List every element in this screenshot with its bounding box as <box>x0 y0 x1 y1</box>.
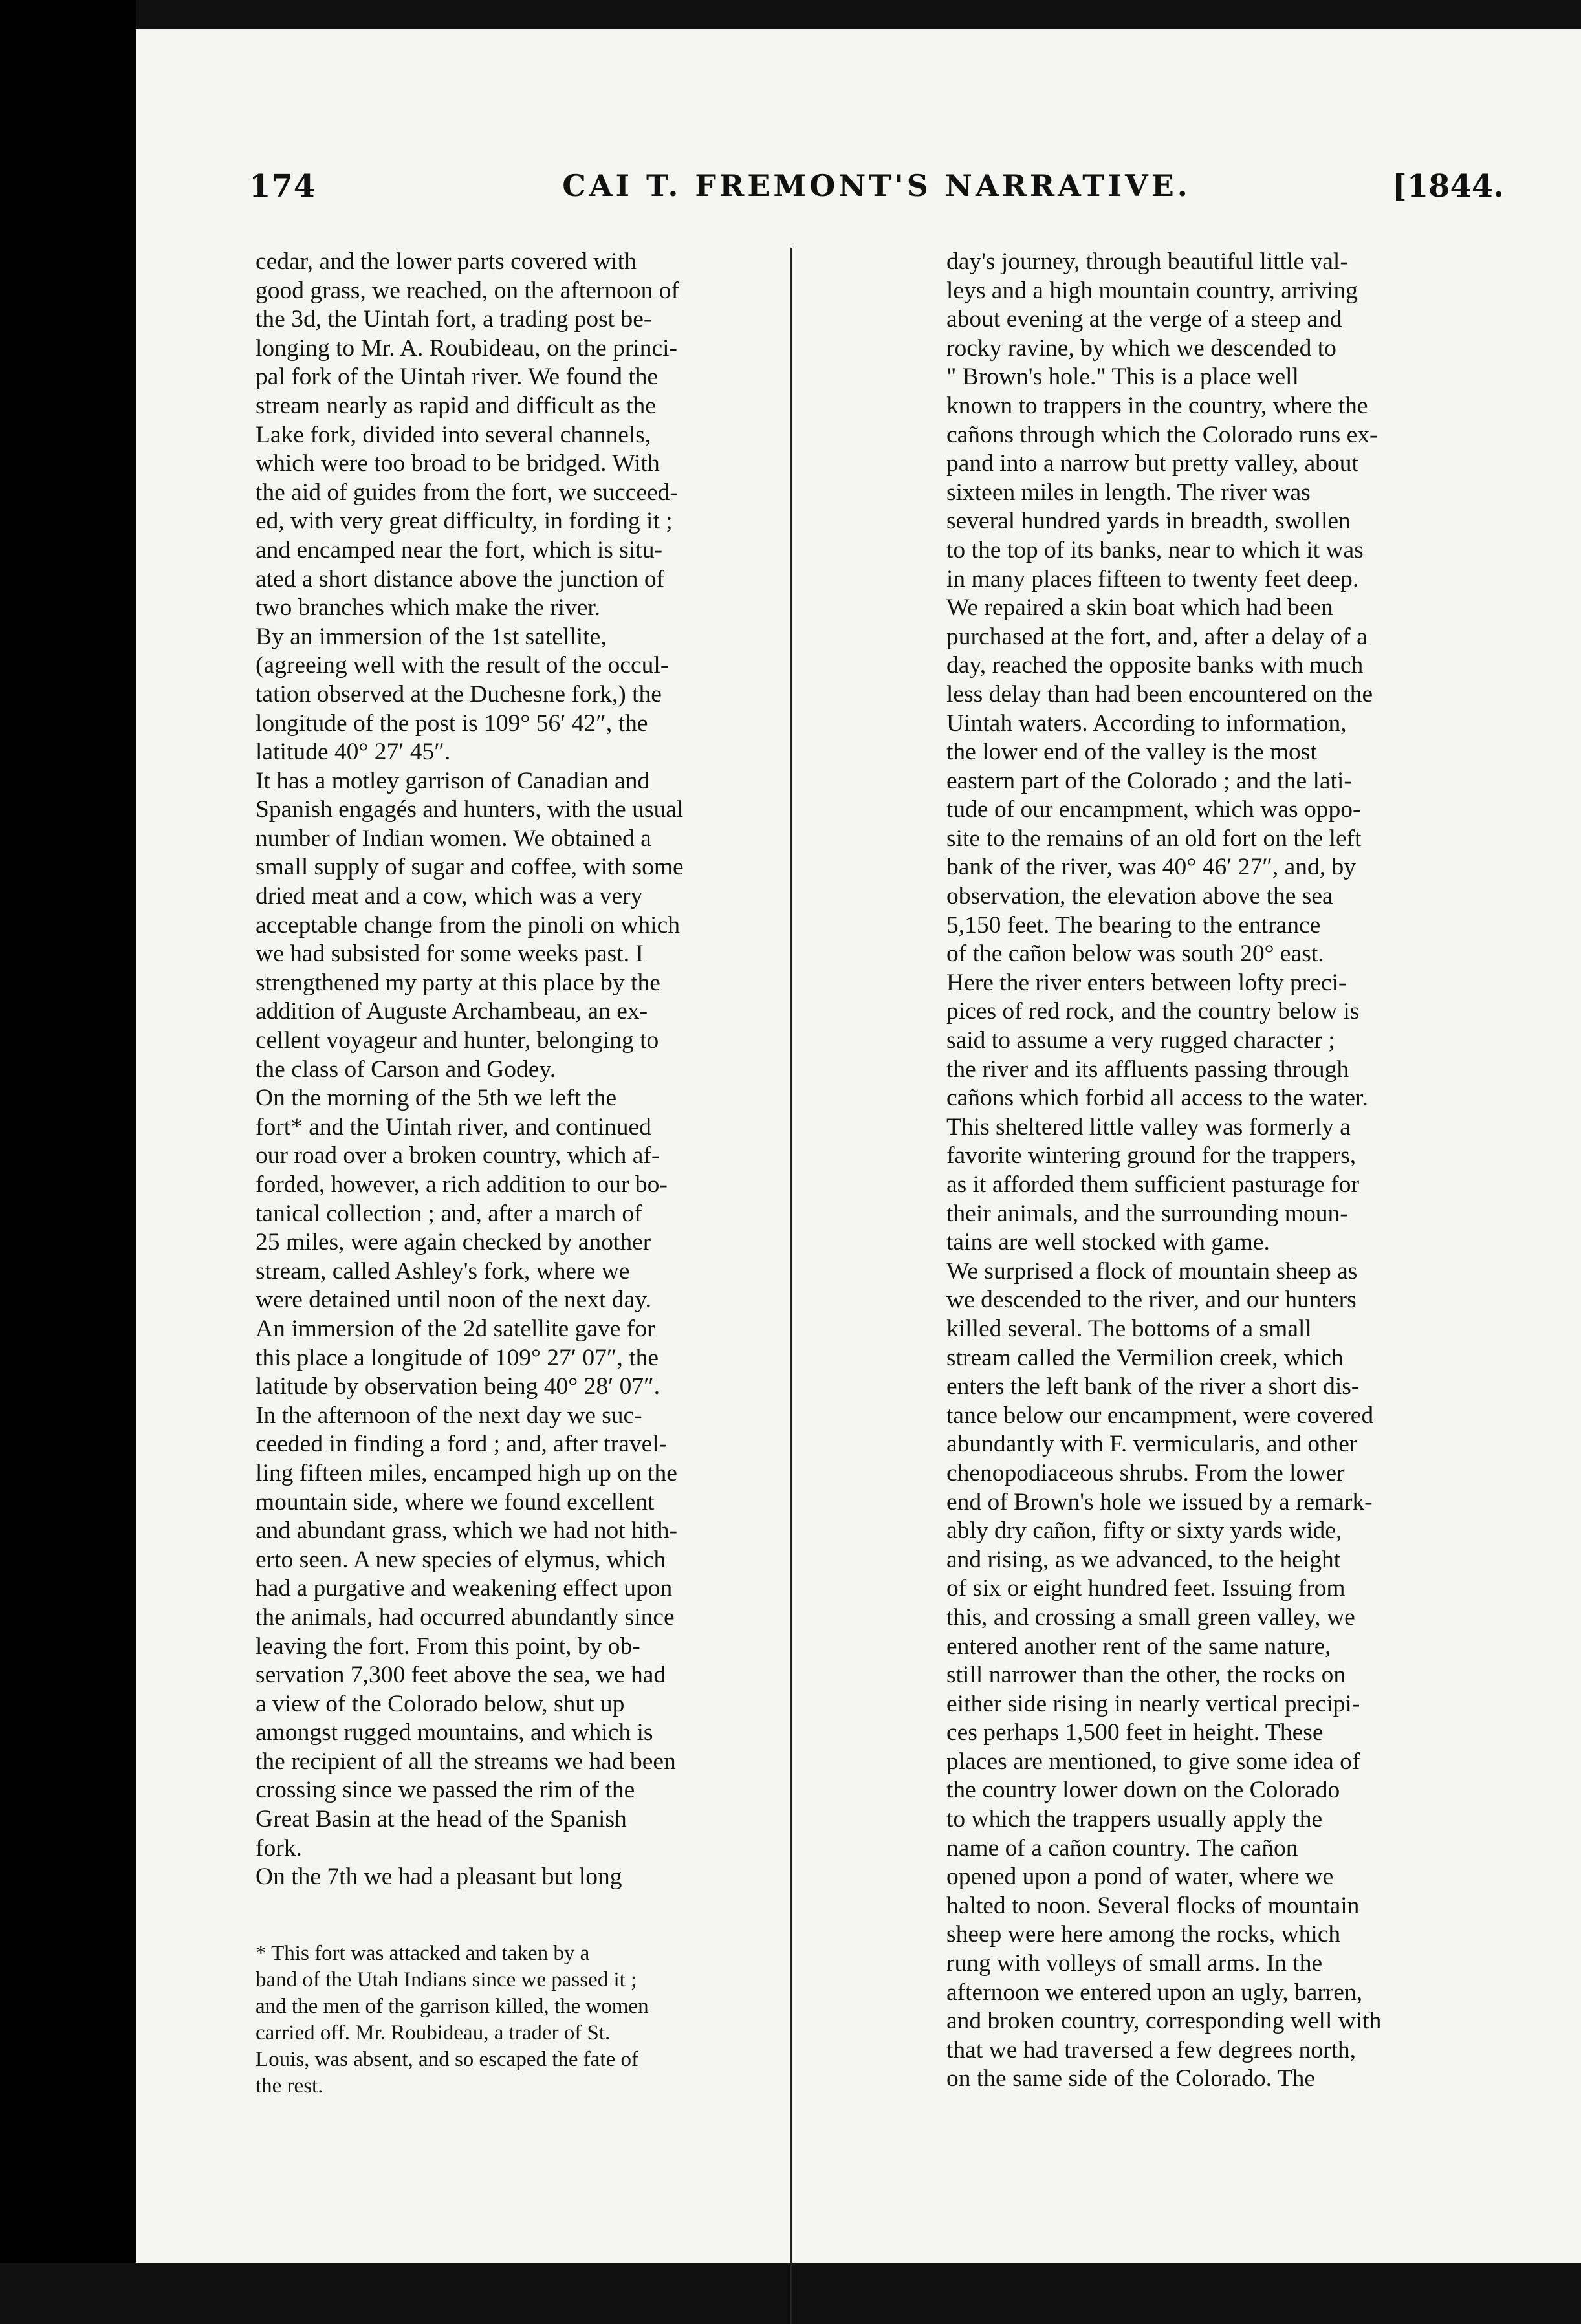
text-line: longing to Mr. A. Roubideau, on the princi- <box>256 334 678 362</box>
text-line: carried off. Mr. Roubideau, a trader of St. <box>256 2021 611 2045</box>
text-line: halted to noon. Several flocks of mountain <box>946 1892 1360 1919</box>
right-column <box>946 248 1581 2094</box>
text-line: our road over a broken country, which af- <box>256 1142 660 1169</box>
text-line: favorite wintering ground for the trappers, <box>946 1142 1357 1169</box>
text-line: cañons through which the Colorado runs ex- <box>946 421 1378 448</box>
text-line: less delay than had been encountered on the <box>946 680 1373 708</box>
scan-border <box>0 0 136 2263</box>
text-line: latitude by observation being 40° 28′ 07″. <box>256 1373 660 1400</box>
text-line: amongst rugged mountains, and which is <box>256 1719 653 1746</box>
text-line: day's journey, through beautiful little val- <box>946 248 1348 275</box>
text-line: pand into a narrow but pretty valley, about <box>946 450 1358 477</box>
text-line: number of Indian women. We obtained a <box>256 825 651 852</box>
text-line: as it afforded them sufficient pasturage for <box>946 1171 1359 1198</box>
text-line: acceptable change from the pinoli on which <box>256 911 680 939</box>
text-line: sheep were here among the rocks, which <box>946 1921 1341 1948</box>
text-line: known to trappers in the country, where the <box>946 392 1368 419</box>
text-line: good grass, we reached, on the afternoon of <box>256 277 679 304</box>
text-line: mountain side, where we found excellent <box>256 1488 655 1515</box>
text-line: strengthened my party at this place by the <box>256 969 660 996</box>
text-line: opened upon a pond of water, where we <box>946 1863 1334 1891</box>
text-line: on the same side of the Colorado. The <box>946 2065 1316 2092</box>
text-line: crossing since we passed the rim of the <box>256 1777 635 1804</box>
footnote <box>256 1940 902 2100</box>
text-line: in many places fifteen to twenty feet deep. <box>946 565 1359 592</box>
text-line: leaving the fort. From this point, by ob- <box>256 1633 640 1660</box>
text-line: stream called the Vermilion creek, which <box>946 1344 1344 1371</box>
text-line: stream nearly as rapid and difficult as the <box>256 392 656 419</box>
text-line: enters the left bank of the river a short dis- <box>946 1373 1360 1400</box>
text-line: entered another rent of the same nature, <box>946 1633 1331 1660</box>
text-line: we had subsisted for some weeks past. I <box>256 940 644 968</box>
text-line: of six or eight hundred feet. Issuing from <box>946 1575 1346 1602</box>
text-line: tanical collection ; and, after a march of <box>256 1200 642 1227</box>
text-line: ed, with very great difficulty, in fording it ; <box>256 508 673 535</box>
text-line: their animals, and the surrounding moun- <box>946 1200 1348 1227</box>
text-line: we descended to the river, and our hunters <box>946 1287 1357 1314</box>
text-line: stream, called Ashley's fork, where we <box>256 1257 630 1285</box>
text-line: Uintah waters. According to information, <box>946 710 1347 737</box>
text-line: tude of our encampment, which was oppo- <box>946 796 1361 823</box>
text-line: purchased at the fort, and, after a delay of a <box>946 623 1368 650</box>
header-year: [1844. <box>1391 168 1504 204</box>
text-line: of the cañon below was south 20° east. <box>946 940 1324 968</box>
text-line: band of the Utah Indians since we passed it ; <box>256 1968 637 1992</box>
text-line: to the top of its banks, near to which it was <box>946 536 1364 563</box>
text-line: the lower end of the valley is the most <box>946 739 1317 766</box>
text-line: On the morning of the 5th we left the <box>256 1085 617 1112</box>
text-line: the animals, had occurred abundantly since <box>256 1603 675 1631</box>
text-line: the country lower down on the Colorado <box>946 1777 1340 1804</box>
text-line: abundantly with F. vermicularis, and other <box>946 1431 1358 1458</box>
text-line: which were too broad to be bridged. With <box>256 450 660 477</box>
text-line: and abundant grass, which we had not hith- <box>256 1517 677 1545</box>
text-line: forded, however, a rich addition to our bo- <box>256 1171 668 1198</box>
text-line: " Brown's hole." This is a place well <box>946 364 1299 391</box>
page-number: 174 <box>249 168 316 204</box>
text-line: rocky ravine, by which we descended to <box>946 334 1336 362</box>
text-line: tation observed at the Duchesne fork,) the <box>256 680 662 708</box>
text-line: On the 7th we had a pleasant but long <box>256 1863 622 1891</box>
text-line: two branches which make the river. <box>256 594 601 622</box>
text-line: pal fork of the Uintah river. We found the <box>256 364 659 391</box>
text-line: several hundred yards in breadth, swollen <box>946 508 1351 535</box>
text-line: and the men of the garrison killed, the women <box>256 1995 649 2018</box>
text-line: site to the remains of an old fort on the left <box>946 825 1362 852</box>
text-line: had a purgative and weakening effect upon <box>256 1575 673 1602</box>
text-line: a view of the Colorado below, shut up <box>256 1690 625 1717</box>
text-line: erto seen. A new species of elymus, which <box>256 1546 666 1573</box>
text-line: tance below our encampment, were covered <box>946 1402 1374 1429</box>
text-line: An immersion of the 2d satellite gave for <box>256 1315 655 1342</box>
text-line: chenopodiaceous shrubs. From the lower <box>946 1459 1345 1486</box>
text-line: end of Brown's hole we issued by a remark- <box>946 1488 1373 1515</box>
running-title: CAI T. FREMONT'S NARRATIVE. <box>562 168 1191 203</box>
text-line: bank of the river, was 40° 46′ 27″, and, by <box>946 854 1357 881</box>
text-line: observation, the elevation above the sea <box>946 883 1333 910</box>
text-line: ated a short distance above the junction of <box>256 565 665 592</box>
text-line: the recipient of all the streams we had been <box>256 1748 676 1775</box>
text-line: Spanish engagés and hunters, with the usual <box>256 796 684 823</box>
text-line: cañons which forbid all access to the water. <box>946 1085 1368 1112</box>
text-line: small supply of sugar and coffee, with some <box>256 854 684 881</box>
text-line: ably dry cañon, fifty or sixty yards wide, <box>946 1517 1342 1545</box>
text-line: ces perhaps 1,500 feet in height. These <box>946 1719 1324 1746</box>
text-line: 25 miles, were again checked by another <box>256 1229 651 1256</box>
text-line: the rest. <box>256 2074 323 2098</box>
text-line: cellent voyageur and hunter, belonging to <box>256 1027 659 1054</box>
text-line: either side rising in nearly vertical precipi- <box>946 1690 1360 1717</box>
text-line: and encamped near the fort, which is situ- <box>256 536 662 563</box>
text-line: latitude 40° 27′ 45″. <box>256 739 451 766</box>
text-line: We repaired a skin boat which had been <box>946 594 1333 622</box>
left-column <box>256 248 902 1892</box>
text-line: In the afternoon of the next day we suc- <box>256 1402 642 1429</box>
text-line: fork. <box>256 1834 302 1862</box>
text-line: fort* and the Uintah river, and continued <box>256 1113 651 1140</box>
text-line: (agreeing well with the result of the occul- <box>256 652 669 679</box>
text-line: places are mentioned, to give some idea of <box>946 1748 1360 1775</box>
text-line: said to assume a very rugged character ; <box>946 1027 1335 1054</box>
text-line: the aid of guides from the fort, we succeed- <box>256 479 678 506</box>
text-line: to which the trappers usually apply the <box>946 1806 1323 1833</box>
text-line: day, reached the opposite banks with much <box>946 652 1364 679</box>
text-line: cedar, and the lower parts covered with <box>256 248 637 275</box>
text-line: killed several. The bottoms of a small <box>946 1315 1312 1342</box>
text-line: dried meat and a cow, which was a very <box>256 883 643 910</box>
text-line: Louis, was absent, and so escaped the fate of <box>256 2048 638 2071</box>
text-line: ceeded in finding a ford ; and, after travel- <box>256 1431 668 1458</box>
text-line: Here the river enters between lofty preci- <box>946 969 1347 996</box>
text-line: eastern part of the Colorado ; and the lati- <box>946 767 1352 794</box>
text-line: the 3d, the Uintah fort, a trading post be- <box>256 306 652 333</box>
text-line: ling fifteen miles, encamped high up on the <box>256 1459 677 1486</box>
text-line: that we had traversed a few degrees north, <box>946 2036 1357 2063</box>
text-line: By an immersion of the 1st satellite, <box>256 623 607 650</box>
text-line: this, and crossing a small green valley, we <box>946 1603 1355 1631</box>
text-line: This sheltered little valley was formerly a <box>946 1113 1351 1140</box>
text-line: name of a cañon country. The cañon <box>946 1834 1298 1862</box>
text-line: * This fort was attacked and taken by a <box>256 1942 590 1965</box>
text-line: rung with volleys of small arms. In the <box>946 1950 1323 1977</box>
text-line: longitude of the post is 109° 56′ 42″, the <box>256 710 648 737</box>
text-line: the class of Carson and Godey. <box>256 1056 556 1083</box>
text-line: addition of Auguste Archambeau, an ex- <box>256 998 648 1025</box>
text-line: leys and a high mountain country, arriving <box>946 277 1358 304</box>
text-line: and rising, as we advanced, to the height <box>946 1546 1341 1573</box>
text-line: still narrower than the other, the rocks on <box>946 1662 1346 1689</box>
text-line: this place a longitude of 109° 27′ 07″, the <box>256 1344 659 1371</box>
book-page <box>136 29 1581 2263</box>
text-line: about evening at the verge of a steep and <box>946 306 1342 333</box>
text-line: 5,150 feet. The bearing to the entrance <box>946 911 1321 939</box>
text-line: We surprised a flock of mountain sheep as <box>946 1257 1358 1285</box>
page-header <box>249 168 1504 220</box>
text-line: servation 7,300 feet above the sea, we had <box>256 1662 666 1689</box>
text-line: Lake fork, divided into several channels, <box>256 421 651 448</box>
text-line: the river and its affluents passing through <box>946 1056 1349 1083</box>
text-line: sixteen miles in length. The river was <box>946 479 1311 506</box>
text-line: Great Basin at the head of the Spanish <box>256 1806 627 1833</box>
text-line: and broken country, corresponding well with <box>946 2008 1382 2035</box>
text-line: pices of red rock, and the country below is <box>946 998 1360 1025</box>
text-line: tains are well stocked with game. <box>946 1229 1270 1256</box>
text-line: afternoon we entered upon an ugly, barren, <box>946 1979 1363 2006</box>
text-line: It has a motley garrison of Canadian and <box>256 767 650 794</box>
text-line: were detained until noon of the next day. <box>256 1287 651 1314</box>
